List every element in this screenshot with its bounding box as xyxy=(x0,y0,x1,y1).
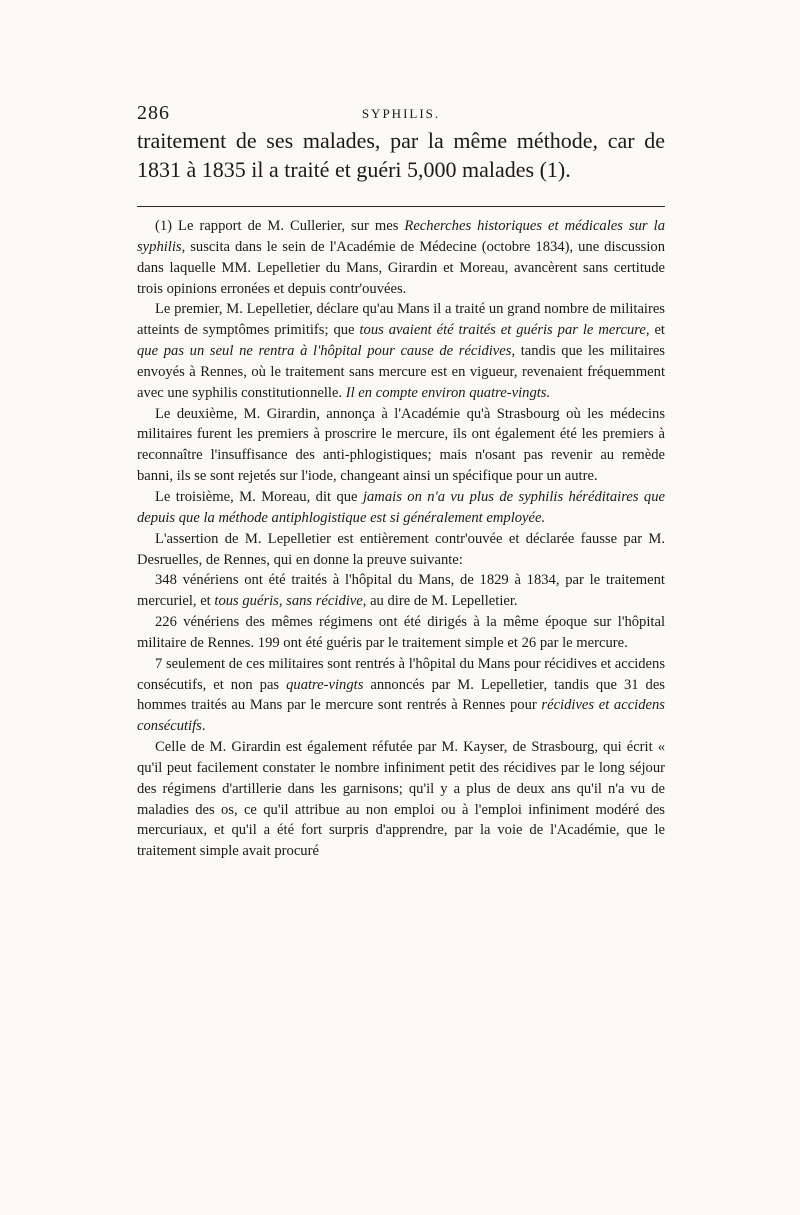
footnote-paragraph: Le deuxième, M. Girardin, annonça à l'Académie qu'à Strasbourg où les médecins militaires furent les premiers à proscrire le mercure, ils ont également été les premiers à reconnaître l'insuffisance des anti-phlogistiques; mais n'osant pas revenir au remède banni, ils se sont rejetés sur l'iode, changeant ainsi un spécifique pour un autre. xyxy=(137,405,665,485)
running-head: SYPHILIS. xyxy=(361,106,441,121)
footnote xyxy=(137,216,665,862)
page-number: 286 xyxy=(137,102,170,124)
main-text xyxy=(137,126,665,184)
footnote-paragraph: 226 vénériens des mêmes régimens ont été dirigés à la même époque sur l'hôpital militaire de Rennes. 199 ont été guéris par le traitement simple et 26 par le mercure. xyxy=(137,614,665,651)
footnote-paragraph: (1) Le rapport de M. Cullerier, sur mes Recherches historiques et médicales sur la syphilis, suscita dans le sein de l'Académie de Médecine (octobre 1834), une discussion dans laquelle MM. Lepelletier du Mans, Girardin et Moreau, avancèrent sans certitude trois opinions erronées et depuis contr'ouvées. xyxy=(137,218,665,297)
footnote-rule xyxy=(137,206,665,207)
main-text-line: 1831 à 1835 il a traité et guéri 5,000 malades (1). xyxy=(137,157,571,182)
main-text-line: traitement de ses malades, par la même méthode, car de xyxy=(137,128,665,153)
footnote-paragraph: L'assertion de M. Lepelletier est entièrement contr'ouvée et déclarée fausse par M. Desruelles, de Rennes, qui en donne la preuve suivante: xyxy=(137,530,665,568)
footnote-paragraph: 348 vénériens ont été traités à l'hôpital du Mans, de 1829 à 1834, par le traitement mercuriel, et tous guéris, sans récidive, au dire de M. Lepelletier. xyxy=(137,572,665,610)
footnote-paragraph: 7 seulement de ces militaires sont rentrés à l'hôpital du Mans pour récidives et accidens consécutifs, et non pas quatre-vingts annoncés par M. Lepelletier, tandis que 31 des hommes traités au Mans par le mercure sont rentrés à Rennes pour récidives et accidens consécutifs. xyxy=(137,655,666,735)
page-header xyxy=(137,102,665,126)
footnote-paragraph: Le premier, M. Lepelletier, déclare qu'au Mans il a traité un grand nombre de militaires atteints de symptômes primitifs; que tous avaient été traités et guéris par le mercure, et que pas un seul ne rentra à l'hôpital pour cause de récidives, tandis que les militaires envoyés à Rennes, où le traitement sans mercure est en vigueur, revenaient fréquemment avec une syphilis constitutionnelle. Il en compte environ quatre-vingts. xyxy=(137,301,665,401)
footnote-paragraph: Le troisième, M. Moreau, dit que jamais on n'a vu plus de syphilis héréditaires que depuis que la méthode antiphlogistique est si généralement employée. xyxy=(137,488,665,526)
footnote-paragraph: Celle de M. Girardin est également réfutée par M. Kayser, de Strasbourg, qui écrit « qu'il peut facilement constater le nombre infiniment petit des récidives par le long séjour des régimens d'artillerie dans les garnisons; qu'il y a plus de deux ans qu'il n'a vu de maladies des os, ce qu'il attribue au non emploi ou à l'emploi infiniment modéré des mercuriaux, et qu'il a été fort surpris d'apprendre, par la voie de l'Académie, que le traitement simple avait procuré xyxy=(137,739,665,860)
